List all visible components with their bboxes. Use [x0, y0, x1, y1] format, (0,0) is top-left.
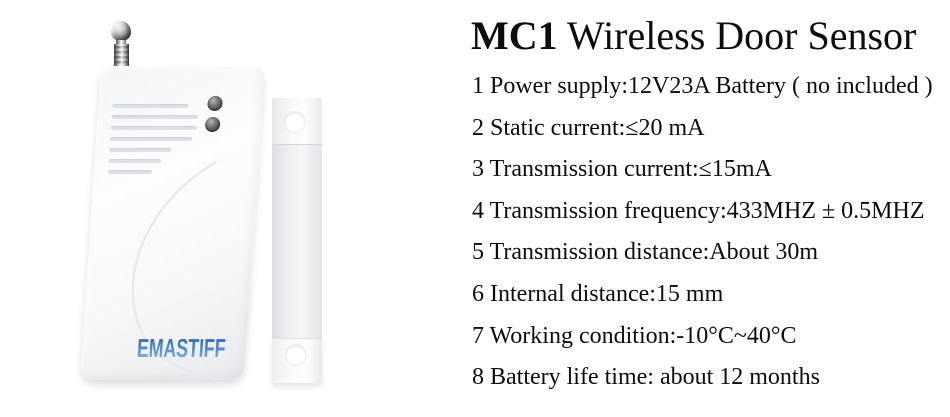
vent-slot	[109, 148, 171, 152]
spec-line-power-supply: 1 Power supply:12V23A Battery ( no included )	[472, 73, 933, 99]
spec-line-transmission-frequency: 4 Transmission frequency:433MHZ ± 0.5MHZ	[472, 197, 925, 224]
magnet-hole-top	[285, 112, 305, 132]
product-name: Wireless Door Sensor	[557, 13, 917, 58]
sensor-body	[80, 66, 265, 380]
magnet-bottom-block	[272, 338, 322, 383]
antenna-knob	[111, 21, 131, 41]
magnet-hole-bottom	[286, 345, 306, 365]
spec-line-transmission-current: 3 Transmission current:≤15mA	[472, 156, 772, 183]
spec-line-battery-life: 8 Battery life time: about 12 months	[472, 364, 820, 391]
vent-slot	[111, 126, 197, 130]
vent-slot	[112, 104, 188, 108]
spec-line-internal-distance: 6 Internal distance:15 mm	[472, 280, 724, 307]
antenna-ribs	[114, 44, 129, 68]
vent-slot	[108, 170, 152, 174]
spec-line-transmission-distance: 5 Transmission distance:About 30m	[472, 239, 819, 266]
antenna	[110, 21, 132, 67]
magnet-bar	[272, 98, 322, 382]
magnet-middle-block	[272, 145, 322, 338]
vent-slot	[111, 115, 197, 119]
vent-slot	[110, 137, 192, 141]
spec-line-static-current: 2 Static current:≤20 mA	[472, 114, 705, 141]
product-title	[471, 13, 916, 59]
brand-logo: EMASTIFF	[125, 335, 238, 361]
spec-line-working-condition: 7 Working condition:-10°C~40°C	[472, 322, 797, 349]
product-photo	[0, 0, 460, 417]
spec-list	[472, 66, 947, 399]
magnet-top-block	[272, 98, 322, 145]
product-model: MC1	[471, 13, 558, 58]
vent-slot	[109, 159, 161, 163]
